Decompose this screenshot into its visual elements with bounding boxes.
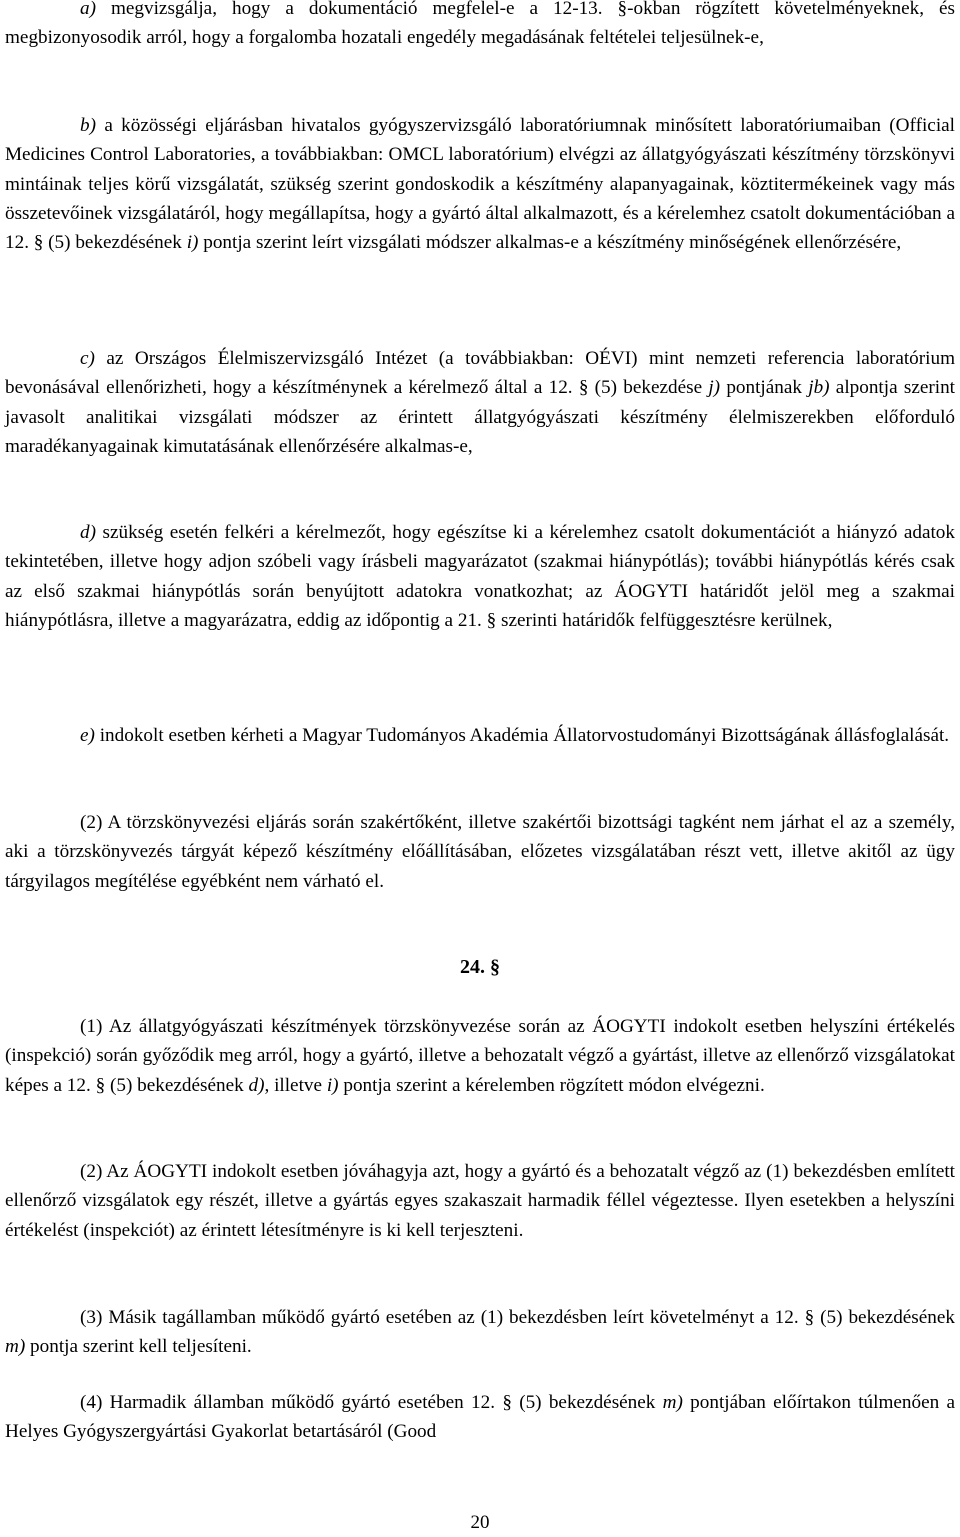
section-24-paragraph-3 <box>5 1303 955 1362</box>
s24-4-text-1: (4) Harmadik államban működő gyártó esetében 12. § (5) bekezdésének <box>80 1392 663 1413</box>
item-label-a: a) <box>80 0 96 19</box>
item-label-b: b) <box>80 115 96 136</box>
item-label-e: e) <box>80 725 95 746</box>
s24-1-text-1: (1) Az állatgyógyászati készítmények törzskönyvezése során az ÁOGYTI indokolt esetben helyszíni értékelés (inspekció) során győződik meg arról, hogy a gyártó, illetve a behozatalt végző a gyártást, illetve az ellenőrző vizsgálatokat képes a 12. § (5) bekezdésének <box>5 1016 955 1096</box>
paragraph-b-text-2: pontja szerint leírt vizsgálati módszer alkalmas-e a készítmény minőségének ellenőrzésére, <box>198 232 902 254</box>
paragraph-b-text-1: a közösségi eljárásban hivatalos gyógyszervizsgáló laboratóriumnak minősített laboratóriumaiban (Official Medicines Control Laboratories, a továbbiakban: OMCL laboratórium) elvégzi az állatgyógyászati készítmény törzskönyvi mintáinak teljes körű vizsgálatát, szükség szerint gondoskodik a készítmény alapanyagainak, köztitermékeinek vagy más összetevőinek vizsgálatáról, hogy megállapítsa, hogy a gyártó által alkalmazott, és a kérelemhez csatolt dokumentációban a 12. § (5) bekezdésének <box>5 115 955 254</box>
paragraph-d <box>5 518 955 635</box>
paragraph-c <box>5 344 955 461</box>
item-label-c: c) <box>80 348 95 369</box>
s24-3-text-2: pontja szerint kell teljesíteni. <box>25 1336 252 1358</box>
section-heading: 24. § <box>460 956 500 978</box>
paragraph-c-text-3: alpontja szerint javasolt analitikai vizsgálati módszer az érintett állatgyógyászati készítmény élelmiszerekben előforduló maradékanyagainak kimutatásának ellenőrzésére alkalmas-e, <box>5 377 955 457</box>
s24-4-ref: m) <box>662 1392 683 1413</box>
s24-3-ref: m) <box>5 1336 26 1358</box>
section-24-paragraph-2: (2) Az ÁOGYTI indokolt esetben jóváhagyja azt, hogy a gyártó és a behozatalt végző az (1) bekezdésben említett ellenőrző vizsgálatok egy részét, illetve a gyártás egyes szakaszait harmadik féllel végeztesse. Ilyen esetekben a helyszíni értékelést (inspekciót) az érintett létesítményre is ki kell terjeszteni. <box>5 1161 955 1241</box>
s24-1-ref-2: i) <box>326 1074 339 1096</box>
paragraph-e-text: indokolt esetben kérheti a Magyar Tudományos Akadémia Állatorvostudományi Bizottságának állásfoglalását. <box>94 725 950 746</box>
paragraph-b <box>5 111 955 257</box>
s24-3-text-1: (3) Másik tagállamban működő gyártó esetében az (1) bekezdésben leírt követelményt a 12. § (5) bekezdésének <box>80 1307 955 1328</box>
paragraph-2: (2) A törzskönyvezési eljárás során szakértőként, illetve szakértői bizottsági tagként nem járhat el az a személy, aki a törzskönyvezés tárgyát képező készítmény előállításában, előzetes vizsgálatában részt vett, illetve akitől az ügy tárgyilagos megítélése egyébként nem várható el. <box>5 812 955 892</box>
paragraph-e <box>5 721 955 750</box>
s24-4-text-2: pontjában előírtakon túlmenően a Helyes Gyógyszergyártási Gyakorlat betartásáról (Good <box>5 1392 955 1443</box>
s24-1-text-3: pontja szerint a kérelemben rögzített módon elvégezni. <box>338 1074 765 1096</box>
paragraph-c-ref-2: jb) <box>808 377 830 399</box>
paragraph-a-text: megvizsgálja, hogy a dokumentáció megfelel-e a 12-13. §-okban rögzített követelményeknek, és megbizonyosodik arról, hogy a forgalomba hozatali engedély megadásának feltételei teljesülnek-e, <box>5 0 955 49</box>
paragraph-d-text: szükség esetén felkéri a kérelmezőt, hogy egészítse ki a kérelemhez csatolt dokumentációt a hiányzó adatok tekintetében, illetve hogy adjon szóbeli vagy írásbeli magyarázatot (szakmai hiánypótlás); további hiánypótlás kérés csak az első szakmai hiánypótlás során benyújtott adatokra vonatkozhat; az ÁOGYTI határidőt jelöl meg a szakmai hiánypótlásra, illetve a magyarázatra, eddig az időpontig a 21. § szerinti határidők felfüggesztésre kerülnek, <box>5 522 955 631</box>
paragraph-a <box>5 0 955 53</box>
paragraph-c-text-2: pontjának <box>720 377 809 399</box>
page-number: 20 <box>470 1512 490 1533</box>
section-24-paragraph-4 <box>5 1388 955 1447</box>
section-24-paragraph-1 <box>5 1012 955 1100</box>
paragraph-c-text-1: az Országos Élelmiszervizsgáló Intézet (a továbbiakban: OÉVI) mint nemzeti referencia laboratórium bevonásával ellenőrizheti, hogy a készítménynek a kérelmező által a 12. § (5) bekezdése <box>5 348 955 399</box>
paragraph-b-ref: i) <box>186 232 199 254</box>
s24-1-ref-1: d) <box>248 1074 265 1096</box>
s24-1-text-2: , illetve <box>264 1074 327 1096</box>
paragraph-c-ref-1: j) <box>708 377 721 399</box>
item-label-d: d) <box>80 522 96 543</box>
